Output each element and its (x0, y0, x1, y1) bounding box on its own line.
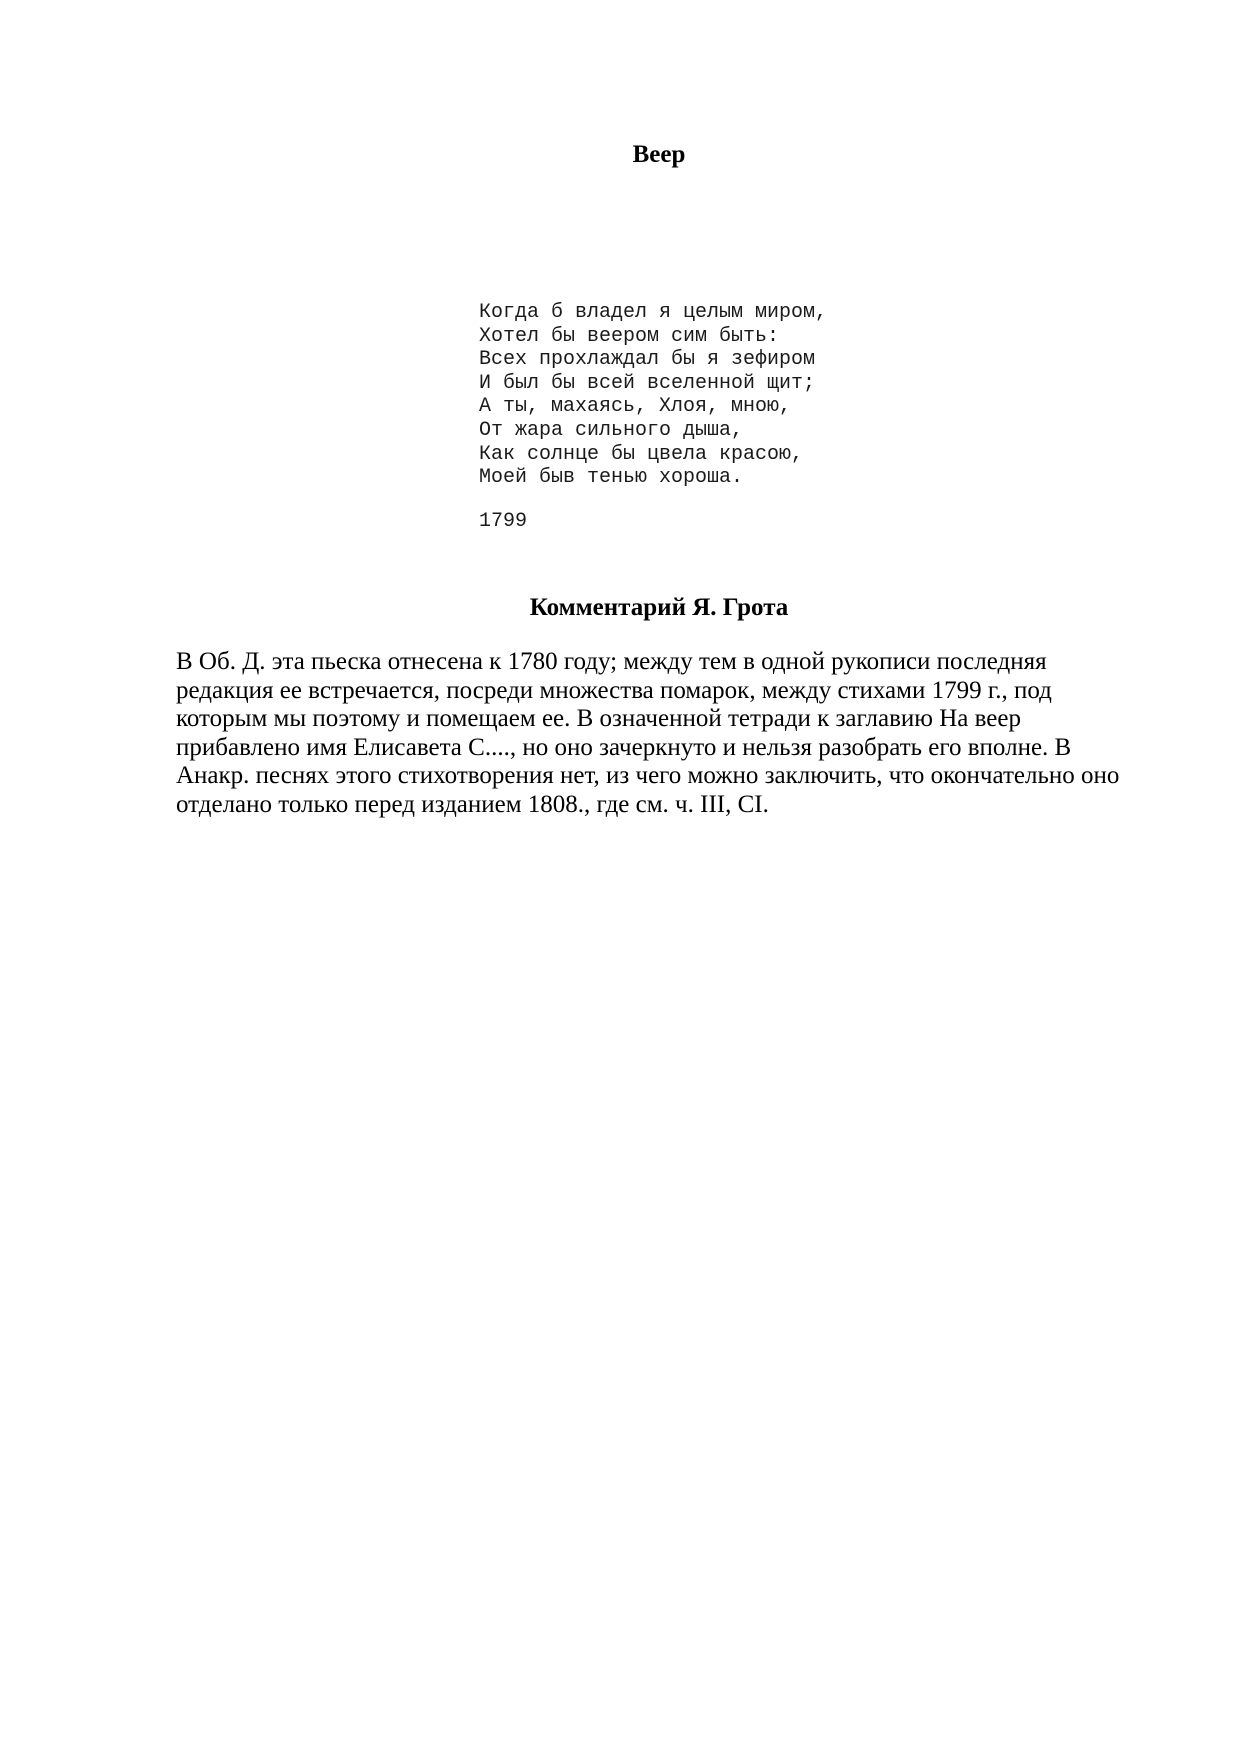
commentary-line: редакция ее встречается, посреди множества помарок, между стихами 1799 г., под (176, 676, 1052, 704)
poem-line: И был бы всей вселенной щит; (479, 371, 816, 395)
commentary-heading: Комментарий Я. Грота (529, 594, 789, 621)
commentary-line: В Об. Д. эта пьеска отнесена к 1780 году; между тем в одной рукописи последняя (176, 648, 1047, 675)
commentary-body (176, 648, 1136, 820)
poem-year: 1799 (479, 509, 528, 533)
poem-block (479, 301, 827, 534)
poem-line: А ты, махаясь, Хлоя, мною, (479, 395, 792, 419)
poem-line: Всех прохлаждал бы я зефиром (479, 348, 816, 372)
poem-line: От жара сильного дыша, (479, 418, 744, 442)
commentary-line: прибавлено имя Елисавета С...., но оно зачеркнуто и нельзя разобрать его вполне. В (176, 733, 1072, 761)
poem-line: Как солнце бы цвела красою, (479, 442, 804, 466)
poem-line: Хотел бы веером сим быть: (479, 324, 780, 348)
commentary-line: отделано только перед изданием 1808., где см. ч. III, CI. (176, 790, 769, 818)
poem-line: Моей быв тенью хороша. (479, 466, 744, 490)
commentary-line: Анакр. песнях этого стихотворения нет, из чего можно заключить, что окончательно оно (176, 762, 1120, 790)
poem-title: Веер (632, 141, 686, 168)
commentary-line: которым мы поэтому и помещаем ее. В означенной тетради к заглавию На веер (176, 705, 1021, 733)
poem-line: Когда б владел я целым миром, (479, 301, 828, 324)
